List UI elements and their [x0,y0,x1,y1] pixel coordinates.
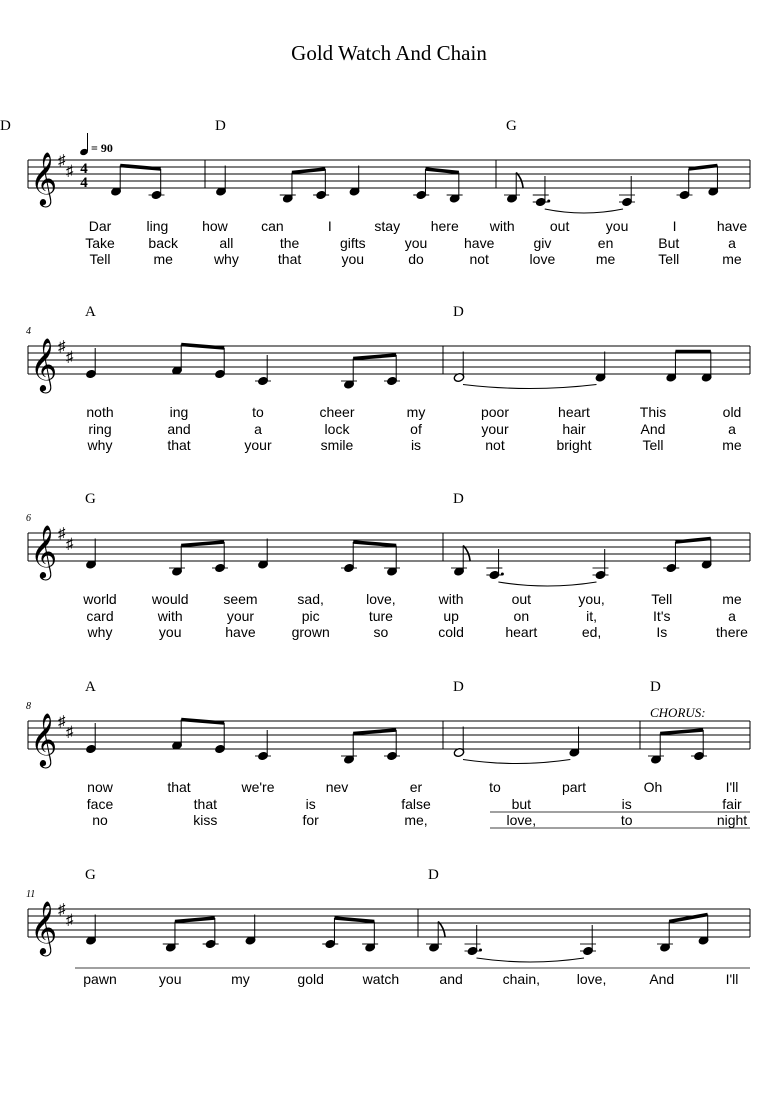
chord-symbol: D [650,679,661,695]
flag-icon [438,922,445,938]
lyric-syllable: ring [88,421,112,437]
lyric-syllable: a [728,608,736,624]
beam [181,720,224,724]
lyric-syllable: smile [320,437,354,453]
lyric-syllable: it, [586,608,598,624]
lyric-syllable: do [408,251,424,267]
lyric-syllable: a [728,235,736,251]
lyric-syllable: that [167,779,191,795]
lyric-syllable: my [231,971,250,987]
lyric-syllable: world [83,591,117,607]
lyric-syllable: to [252,404,264,420]
tie [463,760,570,764]
lyric-syllable: cheer [319,404,355,420]
lyric-syllable: heart [558,404,590,420]
lyric-syllable: is [410,437,422,453]
lyric-syllable: now [87,779,113,795]
lyric-syllable: fair [722,796,742,812]
beam [181,542,224,546]
flag-icon [463,546,470,562]
lyric-syllable: ed, [581,624,602,640]
lyric-syllable: hair [562,421,586,437]
sharp-icon: ♯ [66,912,74,929]
lyric-syllable: cold [438,624,464,640]
lyric-syllable: a [254,421,262,437]
lyric-syllable: ling [146,218,169,234]
lyric-syllable: can [261,218,284,234]
staff-system [26,679,750,828]
lyric-syllable: all [219,235,234,251]
lyric-syllable: chain, [502,971,541,987]
lyric-syllable: watch [362,971,400,987]
chord-symbol: D [428,867,439,883]
lyric-syllable: Is [656,624,668,640]
lyric-syllable: kiss [193,812,218,828]
treble-clef-icon: 𝄞 [30,902,58,953]
beam [660,730,703,734]
chord-symbol: D [453,679,464,695]
lyric-syllable: is [305,796,316,812]
staff-system [26,304,750,453]
beam [675,539,710,543]
lyric-syllable: love, [366,591,396,607]
beam [334,918,374,922]
lyric-syllable: ing [169,404,189,420]
lyric-syllable: that [277,251,302,267]
staff-system [26,867,750,987]
lyric-syllable: up [443,608,459,624]
chord-symbol: D [453,491,464,507]
lyric-syllable: nev [325,779,349,795]
lyric-syllable: heart [505,624,538,640]
lyric-syllable: er [409,779,423,795]
lyric-syllable: to [489,779,501,795]
lyric-syllable: that [167,437,191,453]
beam [353,355,396,359]
lyric-syllable: would [151,591,189,607]
staff-system [26,491,750,640]
lyric-syllable: out [511,591,532,607]
chord-symbol: D [215,118,226,134]
lyric-syllable: bright [556,437,592,453]
time-signature-top: 4 [80,161,88,177]
beam [181,345,224,349]
lyric-syllable: why [213,251,239,267]
lyric-syllable: This [639,404,667,420]
beam [353,730,396,734]
beam [120,166,161,170]
sharp-icon: ♯ [58,153,66,169]
lyric-syllable: Dar [88,218,112,234]
lyric-syllable: and [167,421,191,437]
lyric-syllable: Tell [658,251,680,267]
lyric-syllable: have [464,235,495,251]
lyric-syllable: me [595,251,616,267]
lyric-syllable: with [489,218,515,234]
lyric-syllable: seem [223,591,258,607]
lyric-syllable: night [716,812,748,828]
sharp-icon: ♯ [58,339,66,355]
beam [689,166,718,170]
lyric-syllable: love, [506,812,537,828]
lyric-syllable: you [404,235,428,251]
measure-number: 4 [26,326,31,337]
lyric-syllable: me [153,251,173,267]
lyric-syllable: you [158,624,182,640]
dot [479,949,482,952]
lyric-syllable: And [640,421,666,437]
lyric-syllable: there [716,624,748,640]
lyric-syllable: card [86,608,114,624]
lyric-syllable: is [621,796,632,812]
lyric-syllable: I [327,218,332,234]
lyric-syllable: part [561,779,587,795]
lyric-syllable: I [672,218,677,234]
lyric-syllable: my [406,404,426,420]
sharp-icon: ♯ [58,526,66,542]
tie [545,209,623,213]
lyric-syllable: Take [85,235,115,251]
lyric-syllable: your [481,421,509,437]
lyric-syllable: poor [480,404,510,420]
lyric-syllable: lock [324,421,350,437]
chord-symbol: G [85,867,96,883]
sharp-icon: ♯ [66,163,74,180]
measure-number: 6 [26,513,31,524]
beam [292,169,325,173]
measure-number: 8 [26,701,31,712]
treble-clef-icon: 𝄞 [30,153,58,204]
sharp-icon: ♯ [58,714,66,730]
tie [477,958,585,962]
lyric-syllable: with [157,608,183,624]
page-title: Gold Watch And Chain [291,41,487,65]
lyric-syllable: the [279,235,300,251]
lyric-syllable: And [649,971,675,987]
lyric-syllable: but [511,796,532,812]
lyric-syllable: false [401,796,431,812]
chorus-label: CHORUS: [650,705,706,720]
lyric-syllable: sad, [297,591,324,607]
lyric-syllable: noth [86,404,114,420]
lyric-syllable: so [373,624,389,640]
beam [425,169,458,173]
tie [498,582,596,586]
lyric-syllable: Tell [651,591,673,607]
lyric-syllable: giv [533,235,552,251]
lyric-syllable: not [485,437,505,453]
time-signature-bottom: 4 [80,175,88,191]
treble-clef-icon: 𝄞 [30,714,58,765]
lyric-syllable: you [341,251,365,267]
lyric-syllable: I'll [725,779,739,795]
lyric-syllable: me, [404,812,428,828]
beam [353,542,396,546]
lyric-syllable: have [716,218,748,234]
lyric-syllable: It's [653,608,671,624]
lyric-syllable: why [87,624,113,640]
lyric-syllable: no [92,812,108,828]
lyric-syllable: how [202,218,228,234]
sharp-icon: ♯ [66,724,74,741]
lyric-syllable: a [728,421,736,437]
chord-symbol: D [453,304,464,320]
lyric-syllable: grown [291,624,330,640]
sharp-icon: ♯ [58,902,66,918]
dot [547,200,550,203]
lyric-syllable: Tell [642,437,664,453]
dot [501,573,504,576]
staff-system [0,118,750,267]
flag-icon [516,173,523,189]
lyric-syllable: your [244,437,272,453]
sharp-icon: ♯ [66,536,74,553]
lyric-syllable: Tell [89,251,111,267]
lyric-syllable: Oh [643,779,663,795]
lyric-syllable: you [158,971,182,987]
beam [175,918,215,922]
tie [463,385,597,389]
lyric-syllable: and [439,971,463,987]
lyric-syllable: to [620,812,633,828]
lyric-syllable: gold [297,971,324,987]
lyric-syllable: here [430,218,459,234]
chord-symbol: G [85,491,96,507]
chord-symbol: A [85,679,96,695]
lyric-syllable: But [658,235,680,251]
lyric-syllable: back [148,235,178,251]
lyric-syllable: why [87,437,113,453]
measure-number: 11 [26,889,36,900]
lyric-syllable: have [225,624,256,640]
lyric-syllable: we're [241,779,275,795]
lyric-syllable: me [722,251,742,267]
lyric-syllable: me [722,437,742,453]
lyric-syllable: ture [368,608,393,624]
lyric-syllable: me [722,591,742,607]
sharp-icon: ♯ [66,349,74,366]
lyric-syllable: you [605,218,629,234]
lyric-syllable: I'll [725,971,739,987]
lyric-syllable: with [438,591,464,607]
lyric-syllable: pic [301,608,320,624]
lyric-syllable: face [86,796,114,812]
lyric-syllable: on [513,608,530,624]
lyric-syllable: not [469,251,489,267]
lyric-syllable: your [226,608,255,624]
lyric-syllable: out [549,218,570,234]
lyric-syllable: stay [374,218,401,234]
lyric-syllable: love [529,251,556,267]
lyric-syllable: that [193,796,218,812]
lyric-syllable: en [597,235,614,251]
lyric-syllable: old [722,404,742,420]
chord-symbol: D [0,118,11,134]
tempo-mark [79,133,113,156]
tempo-bpm: = 90 [91,141,113,155]
lyric-syllable: of [410,421,422,437]
lyric-syllable: for [302,812,319,828]
treble-clef-icon: 𝄞 [30,339,58,390]
chord-symbol: A [85,304,96,320]
lyric-syllable: pawn [83,971,117,987]
lyric-syllable: gifts [339,235,366,251]
lyric-syllable: love, [576,971,607,987]
lyric-syllable: you, [578,591,605,607]
treble-clef-icon: 𝄞 [30,526,58,577]
chord-symbol: G [506,118,517,134]
